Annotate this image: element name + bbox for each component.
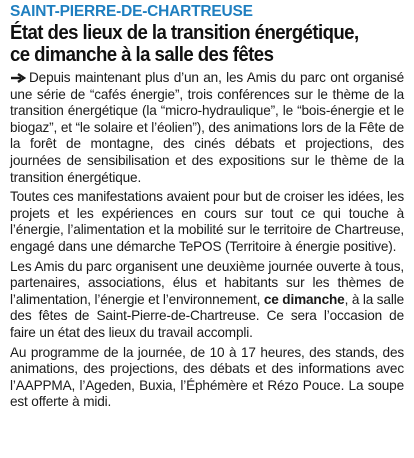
paragraph-1 xyxy=(10,70,404,186)
article-body xyxy=(10,70,404,411)
paragraph-1-text: Depuis maintenant plus d’un an, les Amis du parc ont organisé une série de “cafés énergie”, trois conférences sur le thème de la transition énergétique (la “micro-hydraulique”, le “bois-énergie et le biogaz”, et “le solaire et l’éolien”), des animations lors de la Fête de la forêt de montagne, des cinés débats et projections, des journées de sensibilisation et des expositions sur le thème de la transition énergétique. xyxy=(10,70,404,185)
headline-line-1: État des lieux de la transition énergétique, xyxy=(10,22,359,44)
headline-line-2: ce dimanche à la salle des fêtes xyxy=(10,44,274,66)
paragraph-3-end: , à la salle des fêtes de Saint-Pierre-de-Chartreuse. Ce sera l’occasion de faire un état des lieux du travail accompli. xyxy=(10,291,404,340)
right-arrow-icon xyxy=(10,73,26,83)
paragraph-3-highlight: ce dimanche xyxy=(263,291,345,307)
location-kicker: SAINT-PIERRE-DE-CHARTREUSE xyxy=(10,3,253,20)
paragraph-3 xyxy=(10,259,404,342)
paragraph-3-start: Les Amis du parc organisent une deuxième journée ouverte à tous, partenaires, associations, élus et habitants sur les thèmes de l’alimentation, l’énergie et l’environnement, xyxy=(10,258,404,307)
paragraph-2: Toutes ces manifestations avaient pour but de croiser les idées, les projets et les expériences en cours sur tout ce qui touche à l’énergie, l’alimentation et la mobilité sur le territoire de Chartreuse, engagé dans une démarche TePOS (Territoire à énergie positive). xyxy=(10,189,404,254)
paragraph-4: Au programme de la journée, de 10 à 17 heures, des stands, des animations, des projections, des débats et des informations avec l’AAPPMA, l’Ageden, Buxia, l’Éphémère et Rézo Pouce. La soupe est offerte à midi. xyxy=(10,344,404,410)
headline xyxy=(10,22,402,66)
